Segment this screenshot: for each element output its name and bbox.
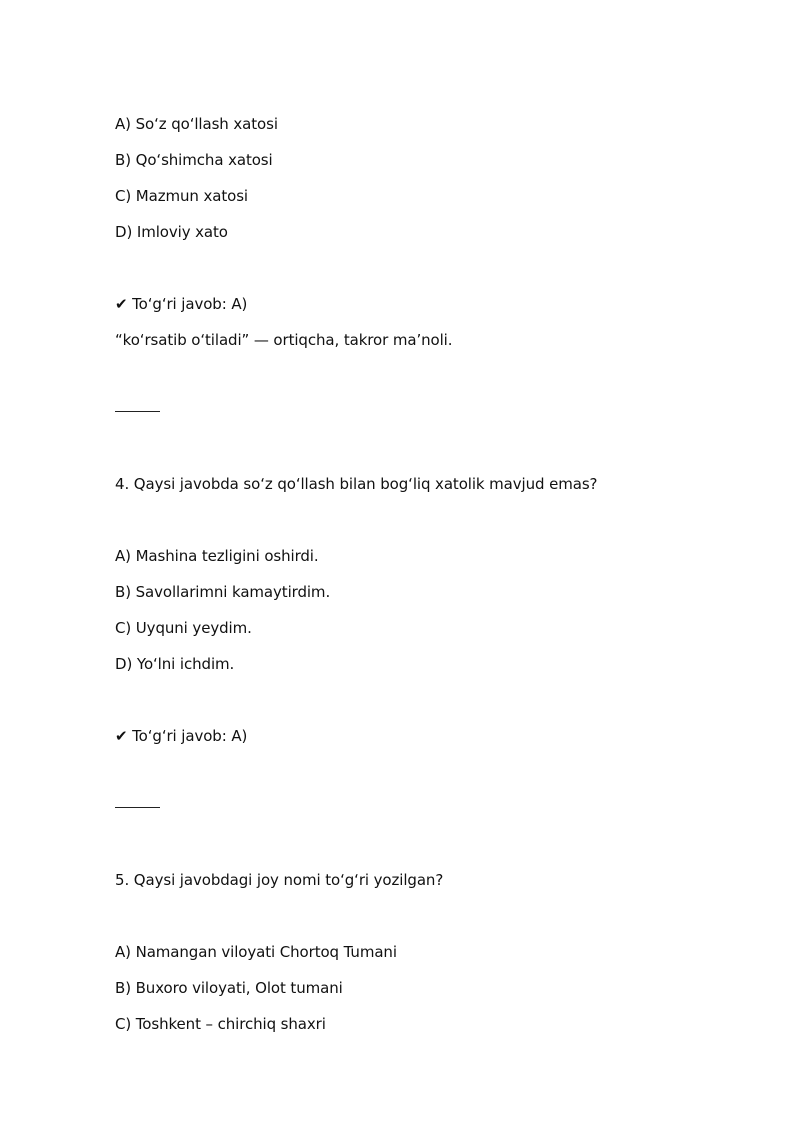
correct-answer: ✔ To‘g‘ri javob: A) xyxy=(115,295,248,313)
section-divider xyxy=(115,411,160,412)
option-c: C) Mazmun xatosi xyxy=(115,187,249,205)
section-divider xyxy=(115,807,160,808)
question-5-option-a: A) Namangan viloyati Chortoq Tumani xyxy=(115,943,397,961)
option-d: D) Imloviy xato xyxy=(115,223,228,241)
answer-explanation: “ko‘rsatib o‘tiladi” — ortiqcha, takror ma’noli. xyxy=(115,331,453,349)
option-b: B) Qo‘shimcha xatosi xyxy=(115,151,273,169)
question-5-option-c: C) Toshkent – chirchiq shaxri xyxy=(115,1015,326,1033)
question-5-option-b: B) Buxoro viloyati, Olot tumani xyxy=(115,979,343,997)
question-4-option-d: D) Yo‘lni ichdim. xyxy=(115,655,235,673)
question-4-correct-answer: ✔ To‘g‘ri javob: A) xyxy=(115,727,248,745)
option-a: A) So‘z qo‘llash xatosi xyxy=(115,115,278,133)
question-4-option-b: B) Savollarimni kamaytirdim. xyxy=(115,583,331,601)
question-4-option-c: C) Uyquni yeydim. xyxy=(115,619,252,637)
question-4-option-a: A) Mashina tezligini oshirdi. xyxy=(115,547,319,565)
question-5-text: 5. Qaysi javobdagi joy nomi to‘g‘ri yozilgan? xyxy=(115,871,444,889)
question-4-text: 4. Qaysi javobda so‘z qo‘llash bilan bog‘liq xatolik mavjud emas? xyxy=(115,475,598,493)
